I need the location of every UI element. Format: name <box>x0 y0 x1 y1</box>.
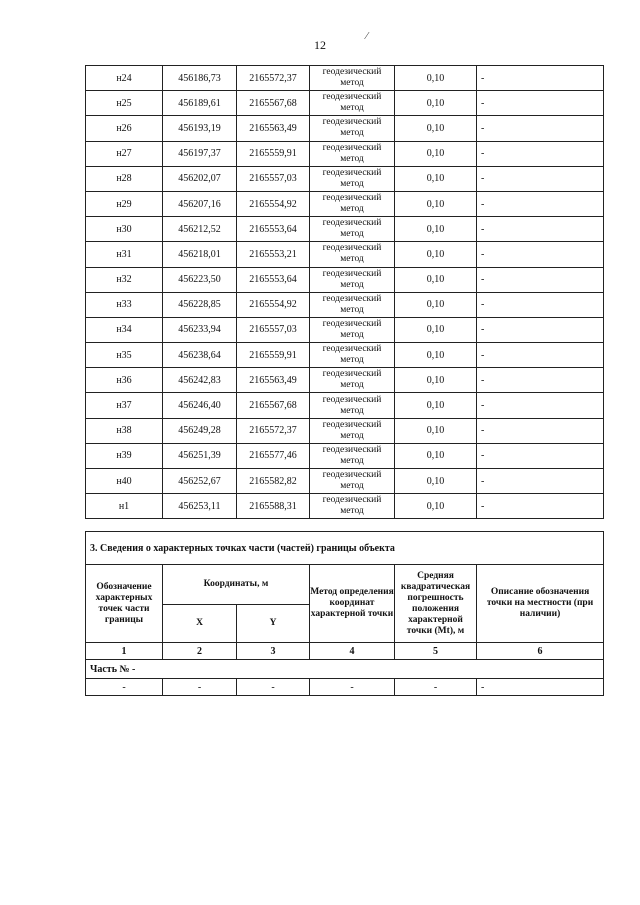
header-y: Y <box>237 605 310 643</box>
empty-cell: - <box>237 679 310 696</box>
description-cell: - <box>477 91 604 116</box>
y-cell: 2165572,37 <box>237 418 310 443</box>
x-cell: 456228,85 <box>163 292 237 317</box>
page-number: 12 <box>314 38 326 52</box>
method-text: метод <box>340 103 364 114</box>
table-row <box>86 418 604 443</box>
description-cell: - <box>477 494 604 519</box>
point-cell: н40 <box>86 469 163 494</box>
description-cell: - <box>477 242 604 267</box>
description-cell: - <box>477 191 604 216</box>
method-text: геодезический <box>322 394 382 405</box>
y-cell: 2165559,91 <box>237 141 310 166</box>
method-text: геодезический <box>322 318 382 329</box>
method-text: геодезический <box>322 268 382 279</box>
coordinates-table <box>85 65 604 519</box>
method-cell <box>310 66 395 91</box>
point-cell: н25 <box>86 91 163 116</box>
y-cell: 2165554,92 <box>237 292 310 317</box>
x-cell: 456193,19 <box>163 116 237 141</box>
method-text: геодезический <box>322 67 382 78</box>
method-cell <box>310 418 395 443</box>
method-text: метод <box>340 153 364 164</box>
table-row <box>86 66 604 91</box>
y-cell: 2165567,68 <box>237 393 310 418</box>
table-row <box>86 191 604 216</box>
error-cell: 0,10 <box>395 393 477 418</box>
header-designation: Обозначение характерных точек части границы <box>86 565 163 643</box>
error-cell: 0,10 <box>395 343 477 368</box>
point-cell: н29 <box>86 191 163 216</box>
x-cell: 456246,40 <box>163 393 237 418</box>
header-method: Метод определения координат характерной точки <box>310 565 395 643</box>
y-cell: 2165557,03 <box>237 166 310 191</box>
y-cell: 2165563,49 <box>237 116 310 141</box>
table-row <box>86 217 604 242</box>
point-cell: н30 <box>86 217 163 242</box>
x-cell: 456242,83 <box>163 368 237 393</box>
method-text: геодезический <box>322 344 382 355</box>
method-cell <box>310 494 395 519</box>
method-text: геодезический <box>322 293 382 304</box>
error-cell: 0,10 <box>395 242 477 267</box>
y-cell: 2165577,46 <box>237 443 310 468</box>
method-text: метод <box>340 229 364 240</box>
method-text: метод <box>340 78 364 89</box>
description-cell: - <box>477 292 604 317</box>
method-text: метод <box>340 380 364 391</box>
y-cell: 2165553,64 <box>237 217 310 242</box>
point-cell: н28 <box>86 166 163 191</box>
description-cell: - <box>477 267 604 292</box>
column-number: 4 <box>310 643 395 660</box>
description-cell: - <box>477 443 604 468</box>
header-coordinates: Координаты, м <box>163 565 310 605</box>
method-text: метод <box>340 329 364 340</box>
section3-title: 3. Сведения о характерных точках части (частей) границы объекта <box>86 532 604 565</box>
description-cell: - <box>477 418 604 443</box>
description-cell: - <box>477 141 604 166</box>
y-cell: 2165563,49 <box>237 368 310 393</box>
error-cell: 0,10 <box>395 267 477 292</box>
method-cell <box>310 393 395 418</box>
x-cell: 456212,52 <box>163 217 237 242</box>
method-text: метод <box>340 405 364 416</box>
y-cell: 2165588,31 <box>237 494 310 519</box>
table-row <box>86 141 604 166</box>
table-row <box>86 469 604 494</box>
x-cell: 456251,39 <box>163 443 237 468</box>
method-text: метод <box>340 204 364 215</box>
table-row <box>86 267 604 292</box>
x-cell: 456186,73 <box>163 66 237 91</box>
method-text: геодезический <box>322 470 382 481</box>
empty-cell: - <box>477 679 604 696</box>
description-cell: - <box>477 66 604 91</box>
description-cell: - <box>477 343 604 368</box>
table-row <box>86 368 604 393</box>
method-text: метод <box>340 254 364 265</box>
method-text: геодезический <box>322 193 382 204</box>
x-cell: 456189,61 <box>163 91 237 116</box>
x-cell: 456253,11 <box>163 494 237 519</box>
point-cell: н32 <box>86 267 163 292</box>
method-cell <box>310 217 395 242</box>
point-cell: н33 <box>86 292 163 317</box>
description-cell: - <box>477 469 604 494</box>
column-number: 5 <box>395 643 477 660</box>
x-cell: 456238,64 <box>163 343 237 368</box>
error-cell: 0,10 <box>395 418 477 443</box>
method-cell <box>310 343 395 368</box>
x-cell: 456249,28 <box>163 418 237 443</box>
error-cell: 0,10 <box>395 443 477 468</box>
description-cell: - <box>477 393 604 418</box>
method-cell <box>310 191 395 216</box>
point-cell: н27 <box>86 141 163 166</box>
error-cell: 0,10 <box>395 116 477 141</box>
table-row <box>86 116 604 141</box>
method-text: метод <box>340 279 364 290</box>
table-row <box>86 317 604 342</box>
method-text: геодезический <box>322 419 382 430</box>
point-cell: н31 <box>86 242 163 267</box>
point-cell: н36 <box>86 368 163 393</box>
error-cell: 0,10 <box>395 469 477 494</box>
method-cell <box>310 292 395 317</box>
method-text: геодезический <box>322 117 382 128</box>
description-cell: - <box>477 166 604 191</box>
empty-cell: - <box>310 679 395 696</box>
error-cell: 0,10 <box>395 368 477 393</box>
method-text: геодезический <box>322 92 382 103</box>
y-cell: 2165572,37 <box>237 66 310 91</box>
method-cell <box>310 267 395 292</box>
method-text: метод <box>340 430 364 441</box>
header-error: Средняя квадратическая погрешность положения характерной точки (Mt), м <box>395 565 477 643</box>
header-description: Описание обозначения точки на местности (при наличии) <box>477 565 604 643</box>
description-cell: - <box>477 317 604 342</box>
x-cell: 456223,50 <box>163 267 237 292</box>
method-cell <box>310 443 395 468</box>
error-cell: 0,10 <box>395 141 477 166</box>
table-row <box>86 343 604 368</box>
error-cell: 0,10 <box>395 292 477 317</box>
x-cell: 456202,07 <box>163 166 237 191</box>
table-row <box>86 393 604 418</box>
method-cell <box>310 141 395 166</box>
x-cell: 456218,01 <box>163 242 237 267</box>
y-cell: 2165582,82 <box>237 469 310 494</box>
y-cell: 2165557,03 <box>237 317 310 342</box>
description-cell: - <box>477 116 604 141</box>
method-cell <box>310 368 395 393</box>
x-cell: 456197,37 <box>163 141 237 166</box>
table-row <box>86 494 604 519</box>
method-text: метод <box>340 128 364 139</box>
y-cell: 2165559,91 <box>237 343 310 368</box>
error-cell: 0,10 <box>395 317 477 342</box>
y-cell: 2165553,21 <box>237 242 310 267</box>
error-cell: 0,10 <box>395 494 477 519</box>
method-cell <box>310 91 395 116</box>
y-cell: 2165553,64 <box>237 267 310 292</box>
method-cell <box>310 166 395 191</box>
coordinates-table-body <box>86 66 604 519</box>
table-row <box>86 443 604 468</box>
y-cell: 2165567,68 <box>237 91 310 116</box>
column-number: 3 <box>237 643 310 660</box>
point-cell: н1 <box>86 494 163 519</box>
method-cell <box>310 469 395 494</box>
empty-cell: - <box>395 679 477 696</box>
header-x: X <box>163 605 237 643</box>
point-cell: н38 <box>86 418 163 443</box>
x-cell: 456252,67 <box>163 469 237 494</box>
table-row <box>86 242 604 267</box>
column-number: 2 <box>163 643 237 660</box>
point-cell: н35 <box>86 343 163 368</box>
method-cell <box>310 242 395 267</box>
method-text: геодезический <box>322 369 382 380</box>
method-text: метод <box>340 506 364 517</box>
corner-mark: ⁄ <box>366 31 368 42</box>
x-cell: 456207,16 <box>163 191 237 216</box>
error-cell: 0,10 <box>395 91 477 116</box>
method-text: метод <box>340 481 364 492</box>
method-cell <box>310 116 395 141</box>
error-cell: 0,10 <box>395 191 477 216</box>
x-cell: 456233,94 <box>163 317 237 342</box>
method-text: метод <box>340 455 364 466</box>
method-text: геодезический <box>322 218 382 229</box>
column-number: 1 <box>86 643 163 660</box>
point-cell: н37 <box>86 393 163 418</box>
table-row <box>86 166 604 191</box>
part-label: Часть № - <box>86 660 604 679</box>
method-text: геодезический <box>322 243 382 254</box>
method-cell <box>310 317 395 342</box>
method-text: метод <box>340 304 364 315</box>
method-text: геодезический <box>322 167 382 178</box>
method-text: метод <box>340 355 364 366</box>
empty-cell: - <box>86 679 163 696</box>
table-row <box>86 91 604 116</box>
section3-table <box>85 531 604 696</box>
description-cell: - <box>477 368 604 393</box>
error-cell: 0,10 <box>395 66 477 91</box>
empty-cell: - <box>163 679 237 696</box>
point-cell: н26 <box>86 116 163 141</box>
table-row <box>86 292 604 317</box>
point-cell: н39 <box>86 443 163 468</box>
error-cell: 0,10 <box>395 217 477 242</box>
method-text: геодезический <box>322 142 382 153</box>
y-cell: 2165554,92 <box>237 191 310 216</box>
method-text: метод <box>340 178 364 189</box>
method-text: геодезический <box>322 495 382 506</box>
column-number: 6 <box>477 643 604 660</box>
error-cell: 0,10 <box>395 166 477 191</box>
point-cell: н34 <box>86 317 163 342</box>
description-cell: - <box>477 217 604 242</box>
method-text: геодезический <box>322 444 382 455</box>
point-cell: н24 <box>86 66 163 91</box>
